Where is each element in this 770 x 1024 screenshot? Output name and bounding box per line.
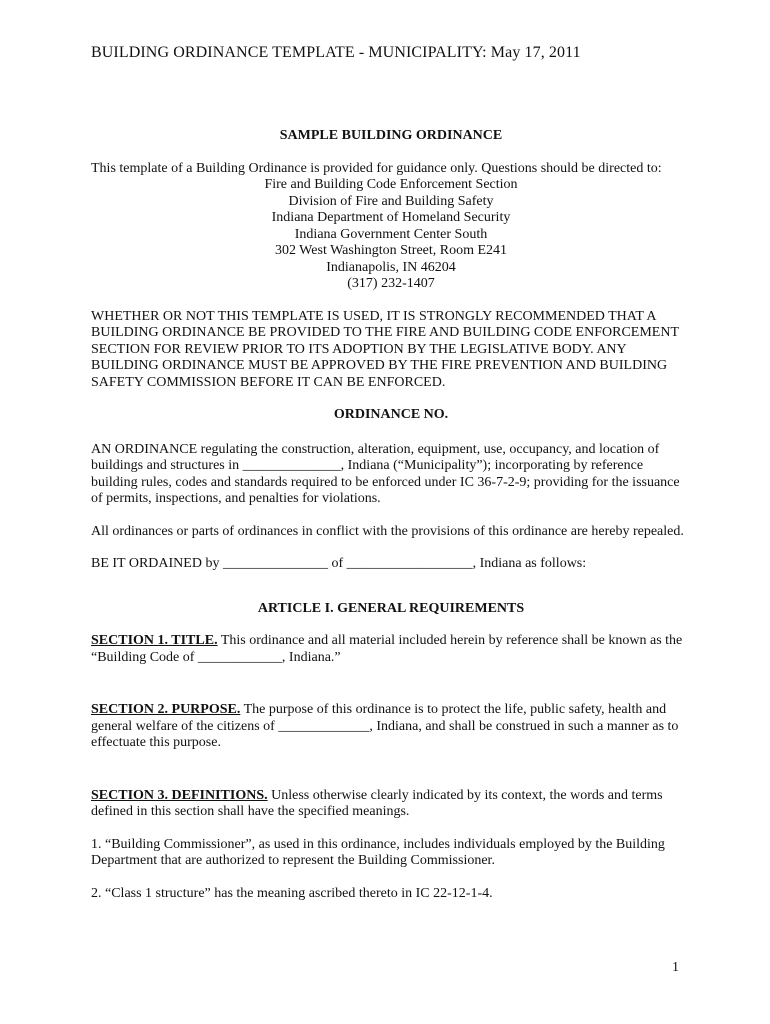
section-1 bbox=[91, 633, 691, 666]
ordained-clause: BE IT ORDAINED by _______________ of __________________, Indiana as follows: bbox=[91, 556, 587, 571]
repeal-clause: All ordinances or parts of ordinances in conflict with the provisions of this ordinance are hereby repealed. bbox=[91, 523, 684, 539]
address-line: Division of Fire and Building Safety bbox=[288, 193, 494, 209]
section-3 bbox=[91, 788, 691, 821]
address-line: Indiana Department of Homeland Security bbox=[271, 210, 511, 225]
section-1-heading: SECTION 1. TITLE. bbox=[91, 633, 218, 648]
article-heading: ARTICLE I. GENERAL REQUIREMENTS bbox=[257, 600, 525, 616]
definition-item: 2. “Class 1 structure” has the meaning ascribed thereto in IC 22-12-1-4. bbox=[91, 885, 493, 901]
address-line: Indiana Government Center South bbox=[294, 226, 488, 242]
address-line: Fire and Building Code Enforcement Section bbox=[264, 177, 518, 192]
ordinance-description: AN ORDINANCE regulating the construction, alteration, equipment, use, occupancy, and location of buildings and structures in ______________, Indiana (“Municipality”); incorporating by reference building rules, codes and standards required to be enforced under IC 36-7-2-9; providing for the issuance of permits, inspections, and penalties for violations. bbox=[91, 441, 680, 506]
section-2 bbox=[91, 702, 691, 752]
phone-number: (317) 232-1407 bbox=[347, 276, 435, 291]
section-2-text: The purpose of this ordinance is to protect the life, public safety, health and general welfare of the citizens of _____________, Indiana, and shall be construed in such a manner as to effectuate this purpose. bbox=[91, 702, 679, 750]
document-body bbox=[91, 128, 691, 902]
intro-paragraph: This template of a Building Ordinance is provided for guidance only. Questions should be directed to: bbox=[91, 160, 662, 176]
document-heading: SAMPLE BUILDING ORDINANCE bbox=[279, 128, 503, 143]
warning-paragraph: WHETHER OR NOT THIS TEMPLATE IS USED, IT IS STRONGLY RECOMMENDED THAT A BUILDING ORDINANCE BE PROVIDED TO THE FIRE AND BUILDING CODE ENFORCEMENT SECTION FOR REVIEW PRIOR TO ITS ADOPTION BY THE LEGISLATIVE BODY. ANY BUILDING ORDINANCE MUST BE APPROVED BY THE FIRE PREVENTION AND BUILDING SAFETY COMMISSION BEFORE IT CAN BE ENFORCED. bbox=[91, 308, 679, 390]
page-header: BUILDING ORDINANCE TEMPLATE - MUNICIPALITY: May 17, 2011 bbox=[91, 44, 581, 61]
address-line: Indianapolis, IN 46204 bbox=[326, 259, 456, 275]
contact-address bbox=[91, 177, 691, 293]
section-3-text: Unless otherwise clearly indicated by its context, the words and terms defined in this section shall have the specified meanings. bbox=[91, 787, 663, 819]
page-number: 1 bbox=[672, 960, 679, 975]
ordinance-number: ORDINANCE NO. bbox=[333, 407, 449, 422]
section-2-heading: SECTION 2. PURPOSE. bbox=[91, 702, 241, 717]
address-line: 302 West Washington Street, Room E241 bbox=[274, 243, 508, 258]
section-3-heading: SECTION 3. DEFINITIONS. bbox=[91, 787, 268, 803]
section-1-text: This ordinance and all material included herein by reference shall be known as the “Building Code of ____________, Indiana.” bbox=[91, 633, 683, 665]
definition-item: 1. “Building Commissioner”, as used in this ordinance, includes individuals employed by the Building Department that are authorized to represent the Building Commissioner. bbox=[91, 836, 665, 868]
